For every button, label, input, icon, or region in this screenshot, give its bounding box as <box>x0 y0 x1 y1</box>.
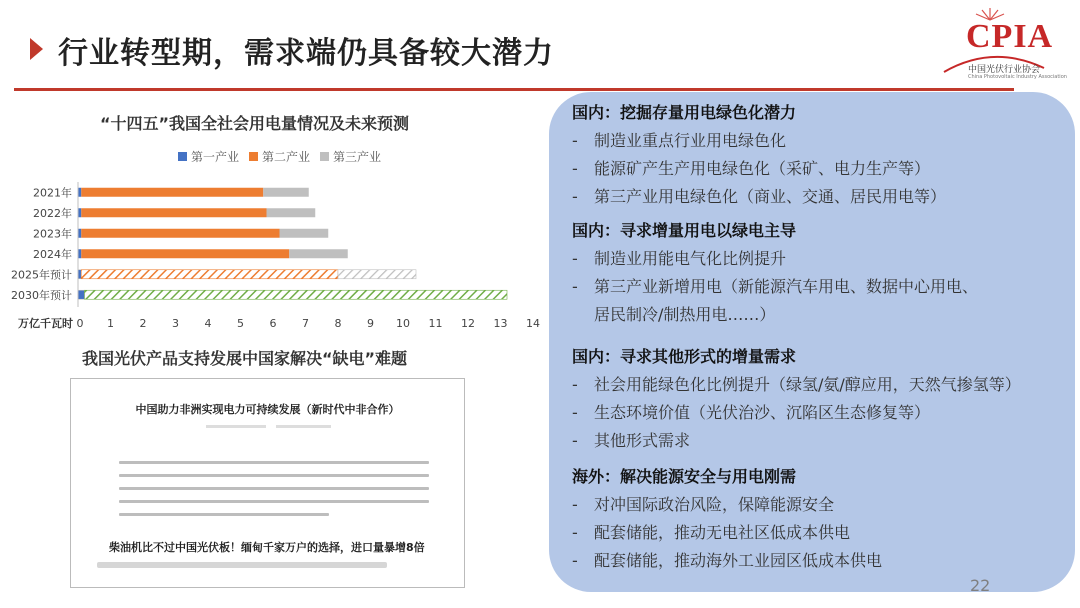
article-text-line <box>119 474 429 477</box>
bullet-item: - 对冲国际政治风险，保障能源安全 <box>572 495 835 514</box>
bullet-item: - 能源矿产生产用电绿色化（采矿、电力生产等） <box>572 159 931 178</box>
y-tick-label: 2024年 <box>33 247 72 261</box>
section-heading-overseas: 海外：解决能源安全与用电刚需 <box>572 467 797 486</box>
legend-swatch-tertiary <box>320 152 329 161</box>
bullet-item: - 社会用能绿色化比例提升（绿氢/氨/醇应用，天然气掺氢等） <box>572 375 1021 394</box>
bullet-continuation: 居民制冷/制热用电……） <box>594 305 776 324</box>
x-tick-label: 7 <box>302 317 309 330</box>
x-tick-label: 5 <box>237 317 244 330</box>
article-title: 中国助力非洲实现电力可持续发展（新时代中非合作） <box>135 403 400 416</box>
y-tick-label: 2023年 <box>33 227 72 241</box>
legend-item-secondary <box>249 148 310 165</box>
support-subtitle: 我国光伏产品支持发展中国家解决“缺电”难题 <box>82 349 408 368</box>
section-heading-stock: 国内：挖掘存量用电绿色化潜力 <box>572 103 797 122</box>
bullet-item: - 配套储能，推动无电社区低成本供电 <box>572 523 851 542</box>
logo-subtitle: 中国光伏行业协会 <box>968 65 1041 75</box>
article-text-line <box>119 461 429 464</box>
bar-segment <box>280 229 329 238</box>
y-tick-label: 2022年 <box>33 206 72 220</box>
bullet-item: - 生态环境价值（光伏治沙、沉陷区生态修复等） <box>572 403 931 422</box>
y-tick-label: 2025年预计 <box>11 268 72 282</box>
legend-label-primary: 第一产业 <box>191 150 240 164</box>
bar-segment <box>78 290 85 299</box>
x-tick-label: 3 <box>172 317 179 330</box>
electricity-consumption-chart <box>0 172 545 332</box>
bar-segment <box>267 208 316 217</box>
title-arrow-icon <box>30 38 43 60</box>
x-tick-label: 9 <box>367 317 374 330</box>
news-article-clipping <box>70 378 465 588</box>
legend-label-secondary: 第二产业 <box>262 150 311 164</box>
bar-segment <box>81 208 266 217</box>
article-source-line <box>97 562 387 568</box>
section-heading-increment: 国内：寻求增量用电以绿电主导 <box>572 221 797 240</box>
chart-title: “十四五”我国全社会用电量情况及未来预测 <box>100 114 410 133</box>
x-axis-unit-label: 万亿千瓦时 <box>18 317 73 330</box>
bar-segment <box>81 249 289 258</box>
bar-segment <box>81 270 338 279</box>
y-tick-label: 2021年 <box>33 186 72 200</box>
bullet-item: - 配套储能，推动海外工业园区低成本供电 <box>572 551 883 570</box>
x-tick-label: 2 <box>139 317 147 330</box>
bar-segment <box>289 249 348 258</box>
article-headline: 柴油机比不过中国光伏板！缅甸千家万户的选择，进口量暴增8倍 <box>109 541 425 554</box>
x-tick-label: 14 <box>526 317 540 330</box>
title-divider <box>14 88 1014 91</box>
bar-segment <box>85 290 508 299</box>
x-tick-label: 4 <box>204 317 212 330</box>
bullet-item: - 制造业用能电气化比例提升 <box>572 249 787 268</box>
x-tick-label: 12 <box>461 317 475 330</box>
bullet-item: - 制造业重点行业用电绿色化 <box>572 131 787 150</box>
page-title: 行业转型期，需求端仍具备较大潜力 <box>58 36 554 71</box>
article-meta-2 <box>276 425 331 428</box>
bar-segment <box>263 188 309 197</box>
logo-subtitle-en: China Photovoltaic Industry Association <box>968 74 1067 80</box>
article-text-line <box>119 500 429 503</box>
x-tick-label: 11 <box>428 317 443 330</box>
bullet-item: - 第三产业新增用电（新能源汽车用电、数据中心用电、 <box>572 277 979 296</box>
bullet-item: - 其他形式需求 <box>572 431 691 450</box>
page-number: 22 <box>970 576 991 595</box>
x-tick-label: 0 <box>76 317 84 330</box>
bar-segment <box>338 270 416 279</box>
chart-legend <box>178 148 381 165</box>
article-meta <box>206 425 266 428</box>
legend-swatch-secondary <box>249 152 258 161</box>
x-tick-label: 10 <box>396 317 410 330</box>
legend-item-tertiary <box>320 148 381 165</box>
legend-item-primary <box>178 148 239 165</box>
article-text-line <box>119 513 329 516</box>
section-heading-other-demand: 国内：寻求其他形式的增量需求 <box>572 347 797 366</box>
logo-text: CPIA <box>966 18 1054 55</box>
x-tick-label: 13 <box>493 317 508 330</box>
article-text-line <box>119 487 429 490</box>
bar-segment <box>81 188 263 197</box>
x-tick-label: 8 <box>334 317 342 330</box>
bar-segment <box>81 229 279 238</box>
x-tick-label: 6 <box>269 317 277 330</box>
x-tick-label: 1 <box>107 317 114 330</box>
legend-label-tertiary: 第三产业 <box>333 150 382 164</box>
bullet-item: - 第三产业用电绿色化（商业、交通、居民用电等） <box>572 187 947 206</box>
y-tick-label: 2030年预计 <box>11 288 72 302</box>
legend-swatch-primary <box>178 152 187 161</box>
